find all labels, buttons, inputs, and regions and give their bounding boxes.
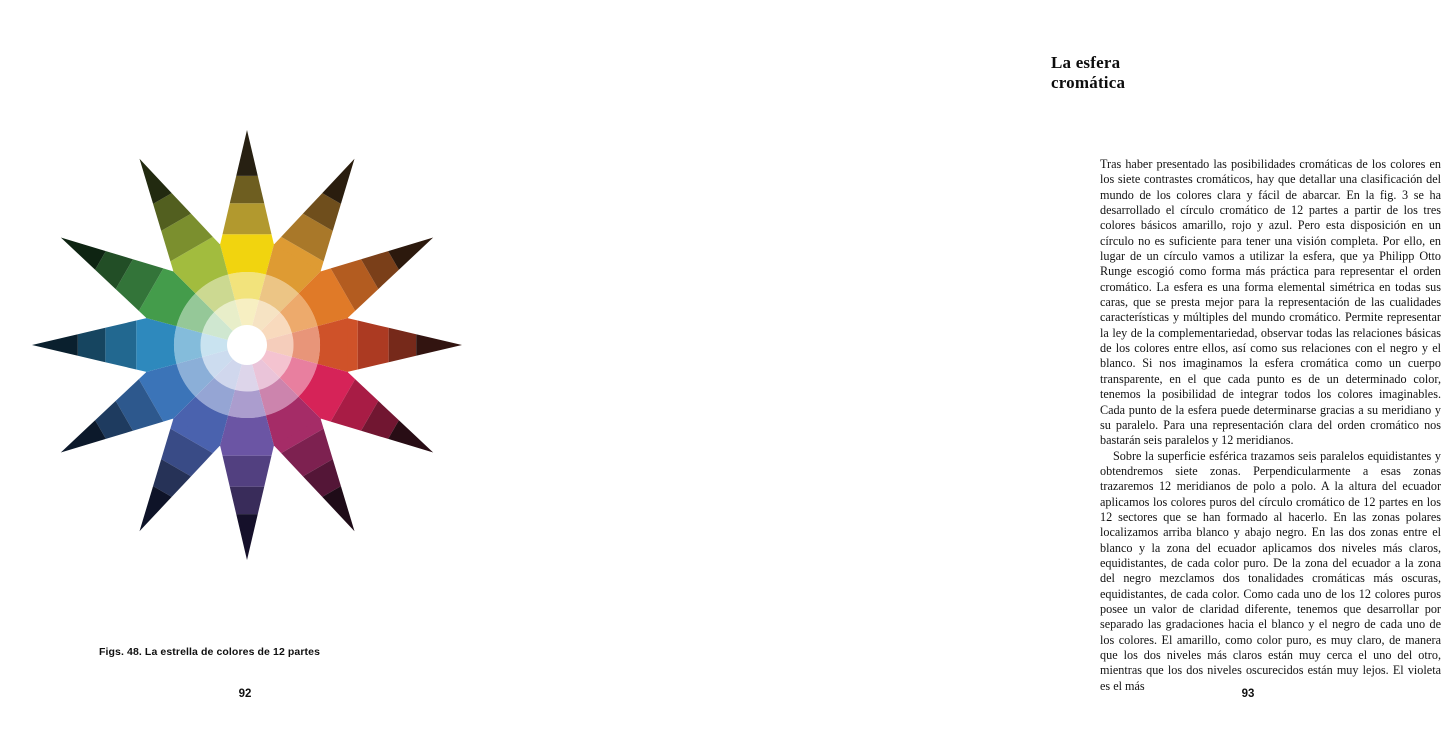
- paragraph: Tras haber presentado las posibilidades cromáticas de los colores en los siete contrastes cromáticos, hay que detallar una clasificación del mundo de los colores clara y fácil de abarcar. En la fig. 3 se ha desarrollado el círculo cromático de 12 partes a partir de los tres colores básicos amarillo, rojo y azul. Pero esta disposición en un círculo no es suficiente para tener una visión completa. Por ello, en lugar de un círculo vamos a utilizar la esfera, que ya Philipp Otto Runge escogió como forma más práctica para representar el orden cromático. La esfera es una forma elemental simétrica en todas sus caras, que se presta mejor para la representación de las cualidades características y múltiples del mundo cromático. Permite representar la ley de la complementariedad, observar todas las relaciones básicas de los colores entre ellos, así como sus relaciones con el negro y el blanco. Si nos imaginamos la esfera cromática como un cuerpo transparente, en el que cada punto es de un determinado color, tenemos la posibilidad de integrar todos los colores imaginables. Cada punto de la esfera puede determinarse gracias a su meridiano y su paralelo. Para una representación clara del orden cromático nos bastarán seis paralelos y 12 meridianos.: [1100, 157, 1441, 448]
- page-number-left: 92: [238, 688, 252, 700]
- paragraph: Sobre la superficie esférica trazamos seis paralelos equidistantes y obtendremos siete zonas. Perpendicularmente a esas zonas trazaremos 12 meridianos de polo a polo. A la altura del ecuador aplicamos los colores puros del círculo cromático de 12 partes en los 12 sectores que se han formado al hacerlo. En las zonas polares localizamos arriba blanco y abajo negro. En las dos zonas entre el blanco y la zona del ecuador aplicamos dos niveles más claros, equidistantes, de cada color puro. De la zona del ecuador a la zona del negro mezclamos dos tonalidades cromáticas más oscuras, equidistantes, de cada color. Como cada uno de los 12 colores puros posee un valor de claridad diferente, tenemos que desarrollar por separado las gradaciones hacia el blanco y el negro de cada uno de los colores. El amarillo, como color puro, es muy claro, de manera que los dos niveles más claros están muy cerca el uno del otro, mientras que los dos niveles oscurecidos están muy lejos. El violeta es el más: [1100, 448, 1441, 693]
- color-star-figure: [27, 125, 467, 565]
- page-number-right: 93: [1241, 688, 1255, 700]
- page-left: [0, 0, 500, 734]
- figure-caption: Figs. 48. La estrella de colores de 12 partes: [99, 646, 321, 658]
- color-star-svg: [27, 125, 467, 565]
- chapter-heading: La esfera cromática: [1051, 53, 1126, 92]
- page-right: [500, 0, 1441, 734]
- body-text: [1100, 157, 1441, 694]
